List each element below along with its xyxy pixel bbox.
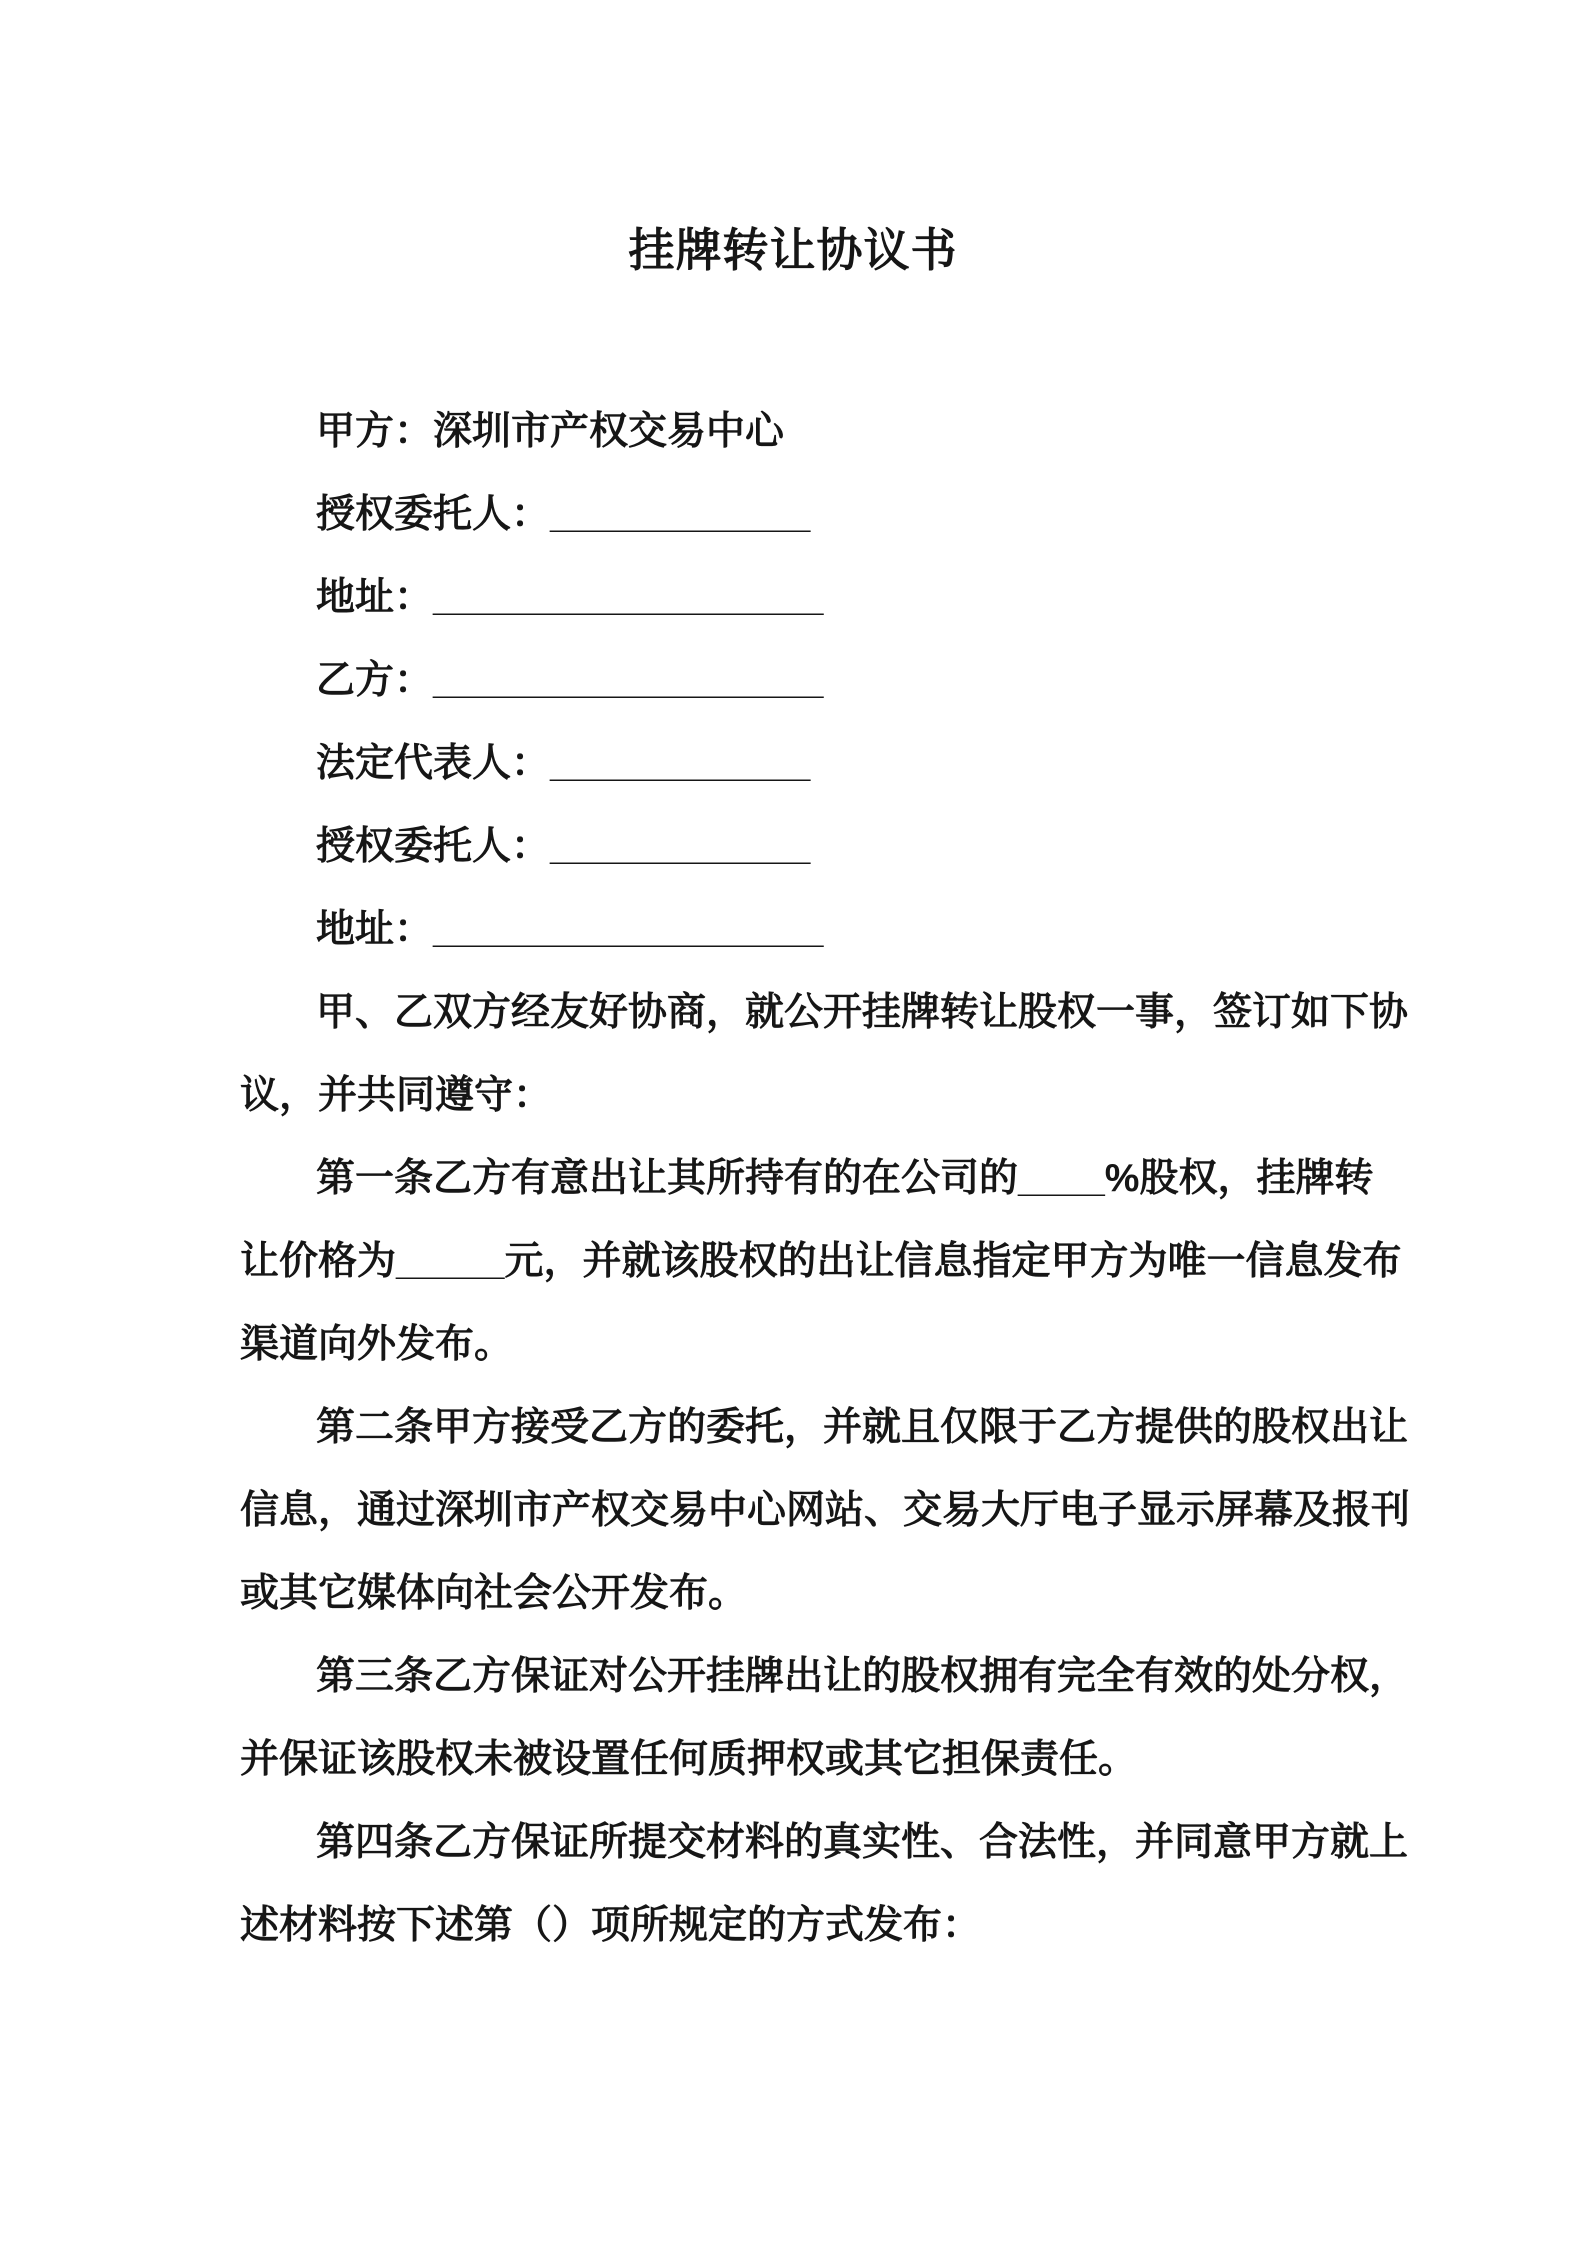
line-address-2: 地址：__________________: [316, 908, 824, 951]
line-preamble-2: 议，并共同遵守：: [240, 1074, 553, 1117]
line-article-3-1: 第三条乙方保证对公开挂牌出让的股权拥有完全有效的处分权，: [316, 1655, 1409, 1698]
line-preamble-1: 甲、乙双方经友好协商，就公开挂牌转让股权一事，签订如下协: [316, 991, 1409, 1034]
line-article-1-2: 让价格为_____元，并就该股权的出让信息指定甲方为唯一信息发布: [240, 1240, 1402, 1283]
line-article-1-1: 第一条乙方有意出让其所持有的在公司的____%股权，挂牌转: [316, 1157, 1374, 1200]
document-title: 挂牌转让协议书: [628, 224, 958, 276]
line-article-4-2: 述材料按下述第（）项所规定的方式发布：: [240, 1904, 982, 1947]
line-authorized-agent-2: 授权委托人：____________: [316, 825, 811, 868]
line-authorized-agent-1: 授权委托人：____________: [316, 493, 811, 536]
line-legal-rep: 法定代表人：____________: [316, 742, 811, 785]
line-article-2-2: 信息，通过深圳市产权交易中心网站、交易大厅电子显示屏幕及报刊: [240, 1489, 1411, 1532]
line-article-1-3: 渠道向外发布。: [240, 1323, 514, 1366]
line-article-2-1: 第二条甲方接受乙方的委托，并就且仅限于乙方提供的股权出让: [316, 1406, 1409, 1449]
line-party-a: 甲方：深圳市产权交易中心: [316, 410, 785, 453]
line-article-2-3: 或其它媒体向社会公开发布。: [240, 1572, 748, 1615]
line-party-b: 乙方：__________________: [316, 659, 824, 702]
document-body: [0, 390, 1586, 1967]
line-address-1: 地址：__________________: [316, 576, 824, 619]
line-article-4-1: 第四条乙方保证所提交材料的真实性、合法性，并同意甲方就上: [316, 1821, 1409, 1864]
line-article-3-2: 并保证该股权未被设置任何质押权或其它担保责任。: [240, 1738, 1138, 1781]
